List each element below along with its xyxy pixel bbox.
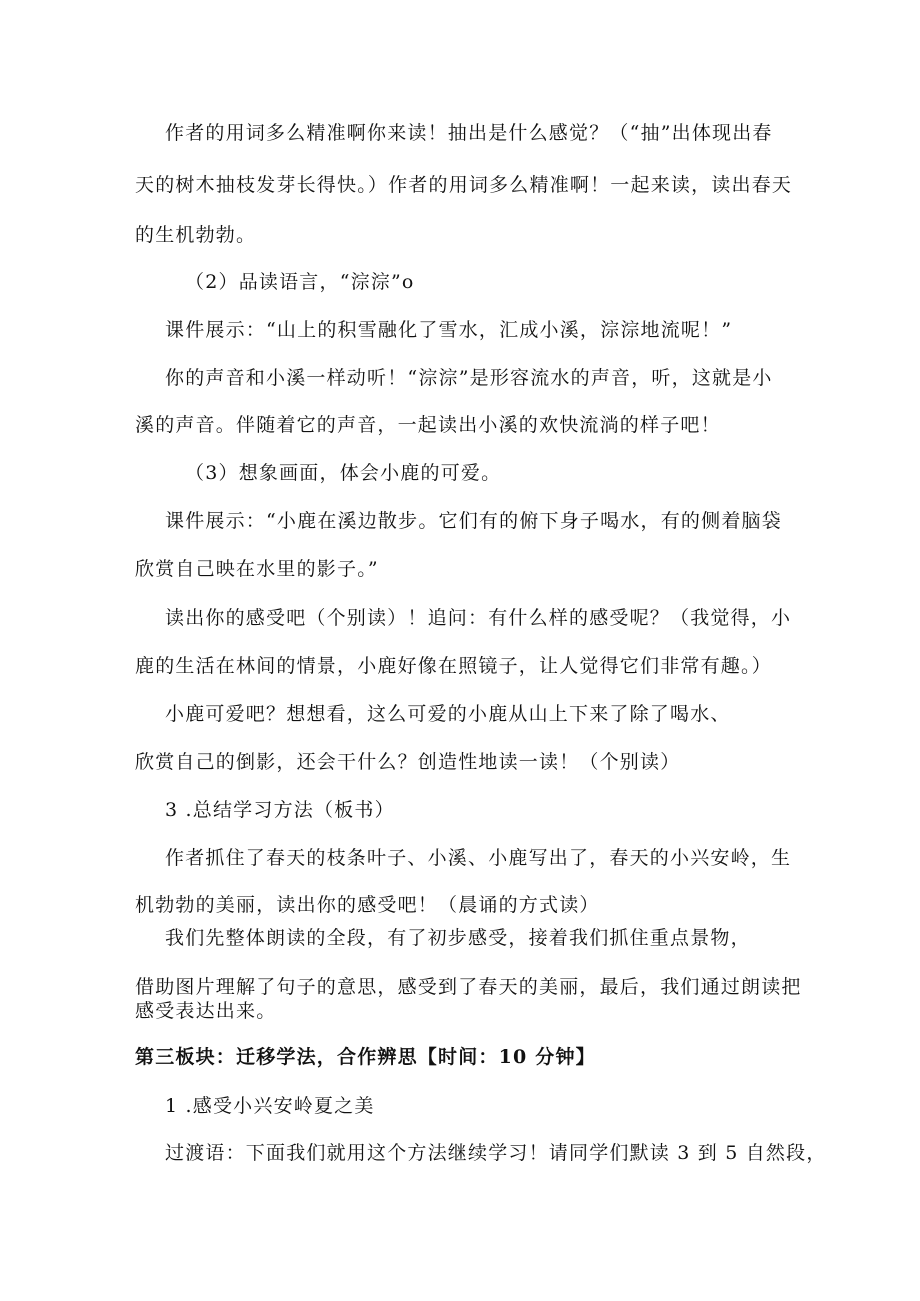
paragraph-line-2: 天的树木抽枝发芽长得快。）作者的用词多么精准啊！一起来读，读出春天 [135,174,793,196]
paragraph-line-5: 课件展示：“山上的积雪融化了雪水，汇成小溪，淙淙地流呢！” [165,319,733,341]
paragraph-line-19: 借助图片理解了句子的意思，感受到了春天的美丽，最后，我们通过朗读把 [135,976,802,998]
paragraph-line-20: 感受表达出来。 [135,1000,277,1022]
block-heading-3: 第三板块：迁移学法，合作辨思【时间：10 分钟】 [135,1046,596,1068]
paragraph-line-12: 鹿的生活在林间的情景，小鹿好像在照镜子，让人觉得它们非常有趣。） [135,655,772,677]
paragraph-line-13: 小鹿可爱吧？想想看，这么可爱的小鹿从山上下来了除了喝水、 [165,703,731,725]
paragraph-line-10: 欣赏自己映在水里的影子。” [135,558,379,580]
paragraph-line-9: 课件展示：“小鹿在溪边散步。它们有的俯下身子喝水，有的侧着脑袋 [165,510,782,532]
paragraph-line-14: 欣赏自己的倒影，还会干什么？创造性地读一读！（个别读） [135,751,681,773]
subheading-2: （2）品读语言，“淙淙”o [185,271,415,293]
paragraph-line-16: 作者抓住了春天的枝条叶子、小溪、小鹿写出了，春天的小兴安岭，生 [165,847,792,869]
paragraph-line-1: 作者的用词多么精准啊你来读！抽出是什么感觉？（“抽”出体现出春 [165,122,773,144]
paragraph-line-3: 的生机勃勃。 [135,224,257,246]
paragraph-line-23: 过渡语：下面我们就用这个方法继续学习！请同学们默读 3 到 5 自然段， [165,1142,827,1164]
paragraph-line-11: 读出你的感受吧（个别读）！追问：有什么样的感受呢？（我觉得，小 [165,607,792,629]
paragraph-line-18: 我们先整体朗读的全段，有了初步感受，接着我们抓住重点景物， [165,927,751,949]
paragraph-line-7: 溪的声音。伴随着它的声音，一起读出小溪的欢快流淌的样子吧！ [135,414,721,436]
paragraph-line-17: 机勃勃的美丽，读出你的感受吧！（晨诵的方式读） [135,894,600,916]
subheading-3: （3）想象画面，体会小鹿的可爱。 [185,462,502,484]
section-heading-1: 1 .感受小兴安岭夏之美 [165,1095,375,1117]
paragraph-line-6: 你的声音和小溪一样动听！“淙淙”是形容流水的声音，听，这就是小 [165,367,773,389]
section-heading-3: 3 .总结学习方法（板书） [165,799,395,821]
